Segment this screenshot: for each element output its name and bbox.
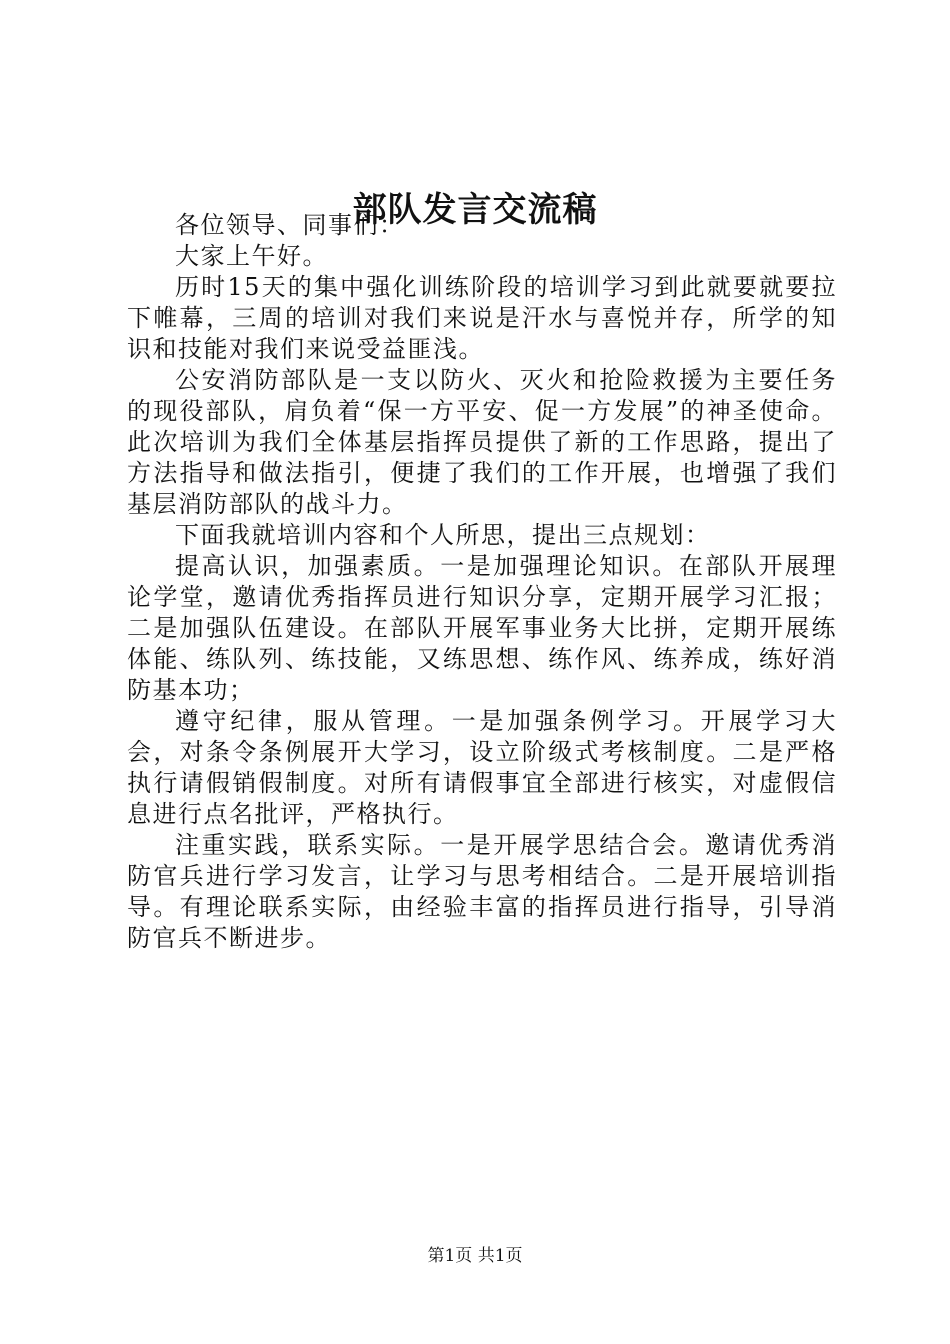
document-title: 部队发言交流稿 — [352, 190, 598, 230]
paragraph-salutation: 大家上午好。 — [175, 242, 328, 270]
page-footer: 第1页 共1页 — [427, 1246, 523, 1266]
paragraph-mission: 公安消防部队是一支以防火、灭火和抢险救援为主要任务的现役部队，肩负着“保一方平安、促一方发展”的神圣使命。此次培训为我们全体基层指挥员提供了新的工作思路，提出了方法指导和做法指引，便捷了我们的工作开展，也增强了我们基层消防部队的战斗力。 — [127, 366, 837, 518]
document-body — [127, 210, 837, 954]
paragraph-intro: 历时15天的集中强化训练阶段的培训学习到此就要就要拉下帷幕，三周的培训对我们来说是汗水与喜悦并存，所学的知识和技能对我们来说受益匪浅。 — [127, 273, 837, 363]
paragraph-plan-1: 提高认识，加强素质。一是加强理论知识。在部队开展理论学堂，邀请优秀指挥员进行知识分享，定期开展学习汇报；二是加强队伍建设。在部队开展军事业务大比拼，定期开展练体能、练队列、练技能，又练思想、练作风、练养成，练好消防基本功； — [127, 552, 837, 704]
paragraph-plan-intro: 下面我就培训内容和个人所思，提出三点规划： — [175, 521, 711, 549]
paragraph-greeting: 各位领导、同事们： — [175, 211, 405, 239]
paragraph-plan-3: 注重实践，联系实际。一是开展学思结合会。邀请优秀消防官兵进行学习发言，让学习与思考相结合。二是开展培训指导。有理论联系实际，由经验丰富的指挥员进行指导，引导消防官兵不断进步。 — [127, 831, 837, 952]
paragraph-plan-2: 遵守纪律，服从管理。一是加强条例学习。开展学习大会，对条令条例展开大学习，设立阶级式考核制度。二是严格执行请假销假制度。对所有请假事宜全部进行核实，对虚假信息进行点名批评，严格执行。 — [127, 707, 837, 828]
